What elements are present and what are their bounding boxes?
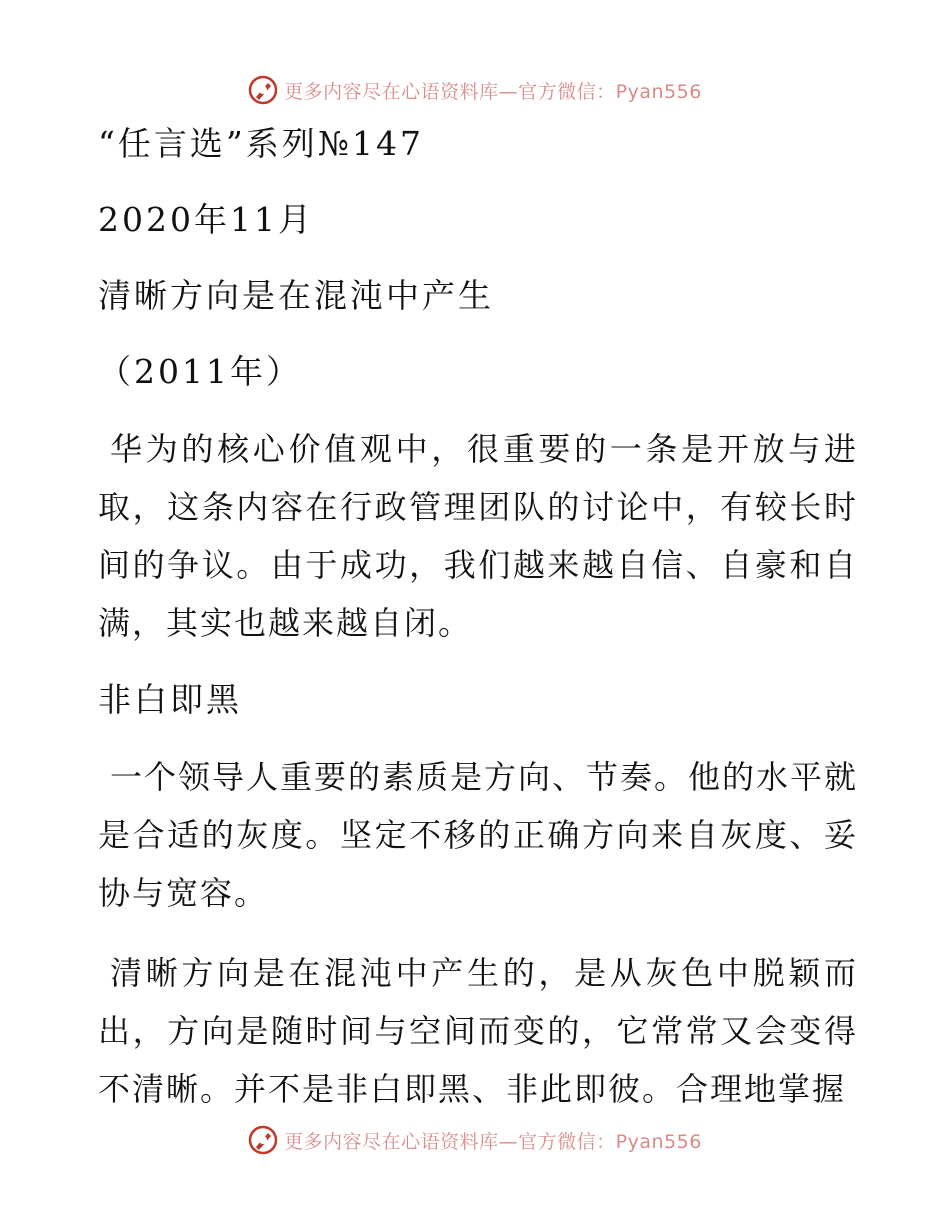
paragraph-2: 一个领导人重要的素质是方向、节奏。他的水平就是合适的灰度。坚定不移的正确方向来自灰度、妥协与宽容。 bbox=[98, 758, 859, 912]
document-body bbox=[98, 118, 858, 1118]
paragraph-1: 华为的核心价值观中，很重要的一条是开放与进取，这条内容在行政管理团队的讨论中，有较长时间的争议。由于成功，我们越来越自信、自豪和自满，其实也越来越自闭。 bbox=[98, 430, 858, 642]
watermark-header bbox=[0, 70, 950, 110]
year-note: （2011年） bbox=[98, 352, 302, 391]
pen-circle-icon bbox=[248, 75, 278, 105]
watermark-footer bbox=[0, 1120, 950, 1160]
watermark-text: 更多内容尽在心语资料库—官方微信：Pyan556 bbox=[284, 1130, 702, 1153]
date-line: 2020年11月 bbox=[98, 200, 314, 239]
watermark-text: 更多内容尽在心语资料库—官方微信：Pyan556 bbox=[284, 80, 702, 103]
subheading: 非白即黑 bbox=[98, 680, 242, 719]
article-title: 清晰方向是在混沌中产生 bbox=[98, 276, 494, 315]
series-line: “任言选”系列№147 bbox=[98, 124, 424, 163]
pen-circle-icon bbox=[248, 1125, 278, 1155]
paragraph-3: 清晰方向是在混沌中产生的，是从灰色中脱颖而出，方向是随时间与空间而变的，它常常又会变得不清晰。并不是非白即黑、非此即彼。合理地掌握 bbox=[98, 954, 858, 1108]
